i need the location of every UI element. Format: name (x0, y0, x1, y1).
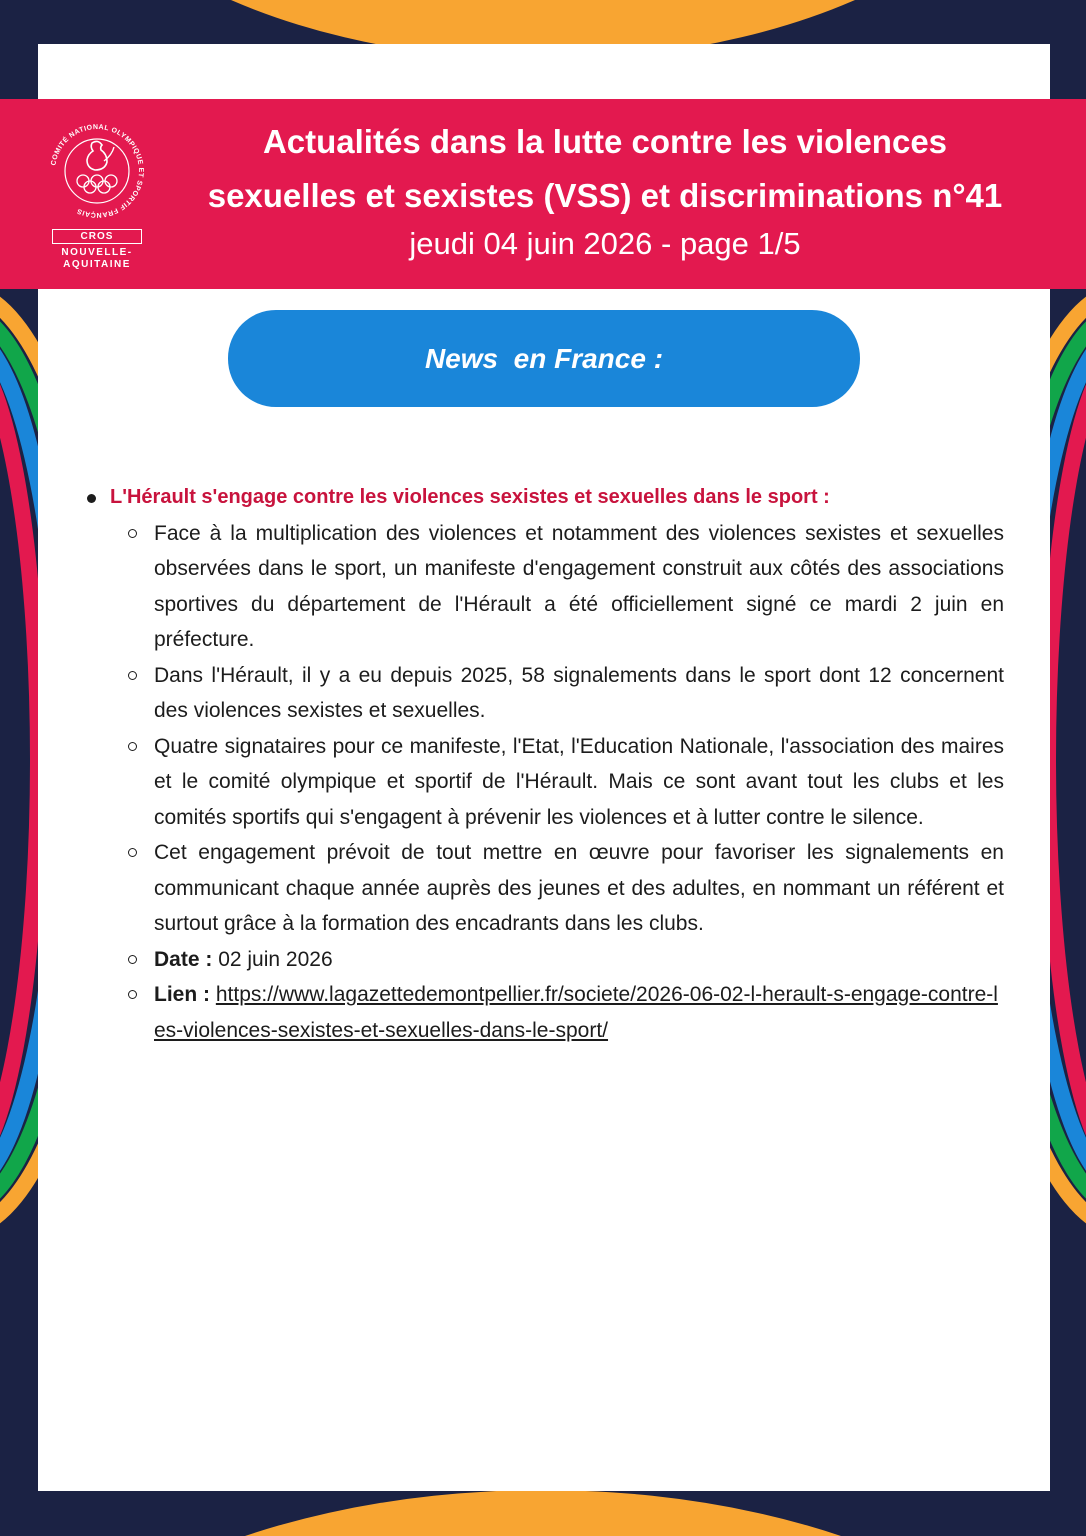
article-item (84, 480, 1004, 516)
article-link[interactable]: https://www.lagazettedemontpellier.fr/societe/2026-06-02-l-herault-s-engage-contre-les-violences-sexistes-et-sexuelles-dans-le-sport/ (154, 983, 998, 1042)
page-title-line1: Actualités dans la lutte contre les violences (262, 123, 948, 160)
list-item (84, 729, 1004, 836)
header-banner (0, 99, 1086, 289)
date-label: Date : (154, 947, 213, 971)
svg-text:COMITÉ NATIONAL OLYMPIQUE ET S: COMITÉ NATIONAL OLYMPIQUE ET SPORTIF FRANÇAIS (50, 123, 145, 219)
link-label: Lien : (154, 983, 210, 1006)
date-value: 02 juin 2026 (212, 947, 333, 971)
logo-region-line2: AQUITAINE (63, 259, 131, 270)
cros-logo (44, 115, 150, 275)
article-content (84, 480, 1004, 1048)
section-heading-pill: News en France : (228, 310, 860, 407)
bullet-circle-icon (128, 848, 137, 857)
list-item (84, 516, 1004, 658)
point-text: Dans l'Hérault, il y a eu depuis 2025, 58 signalements dans le sport dont 12 concernent des violences sexistes et sexuelles. (154, 663, 1004, 722)
bullet-circle-icon (128, 742, 137, 751)
page-subtitle-date: jeudi 04 juin 2026 - page 1/5 (409, 226, 801, 261)
date-item (84, 942, 1004, 978)
bullet-circle-icon (128, 529, 137, 538)
page-title-line2: sexuelles et sexistes (VSS) et discriminations n°41 (207, 177, 1003, 214)
point-text: Quatre signataires pour ce manifeste, l'Etat, l'Education Nationale, l'association des maires et le comité olympique et sportif de l'Hérault. Mais ce sont avant tout les clubs et les comités sportifs qui s'engagent à prévenir les violences et à lutter contre le silence. (154, 734, 1004, 829)
bullet-dot-icon (87, 494, 96, 503)
bullet-circle-icon (128, 671, 137, 680)
list-item (84, 835, 1004, 942)
article-points-list (84, 516, 1004, 1049)
link-item (84, 977, 1004, 1048)
rooster-rings-emblem-icon (44, 115, 150, 227)
page-title (160, 115, 1050, 223)
list-item (84, 658, 1004, 729)
bullet-circle-icon (128, 990, 137, 999)
point-text: Cet engagement prévoit de tout mettre en œuvre pour favoriser les signalements en communicant chaque année auprès des jeunes et des adultes, en nommant un référent et surtout grâce à la formation des encadrants dans les clubs. (154, 841, 1004, 935)
logo-cros-label: CROS (52, 229, 142, 244)
article-title: L'Hérault s'engage contre les violences sexistes et sexuelles dans le sport : (110, 486, 830, 508)
point-text: Face à la multiplication des violences et notamment des violences sexistes et sexuelles observées dans le sport, un manifeste d'engagement construit aux côtés des associations sportives du département de l'Hérault a été officiellement signé ce mardi 2 juin en préfecture. (154, 521, 1004, 651)
logo-region-line1: NOUVELLE- (61, 247, 133, 258)
bullet-circle-icon (128, 955, 137, 964)
